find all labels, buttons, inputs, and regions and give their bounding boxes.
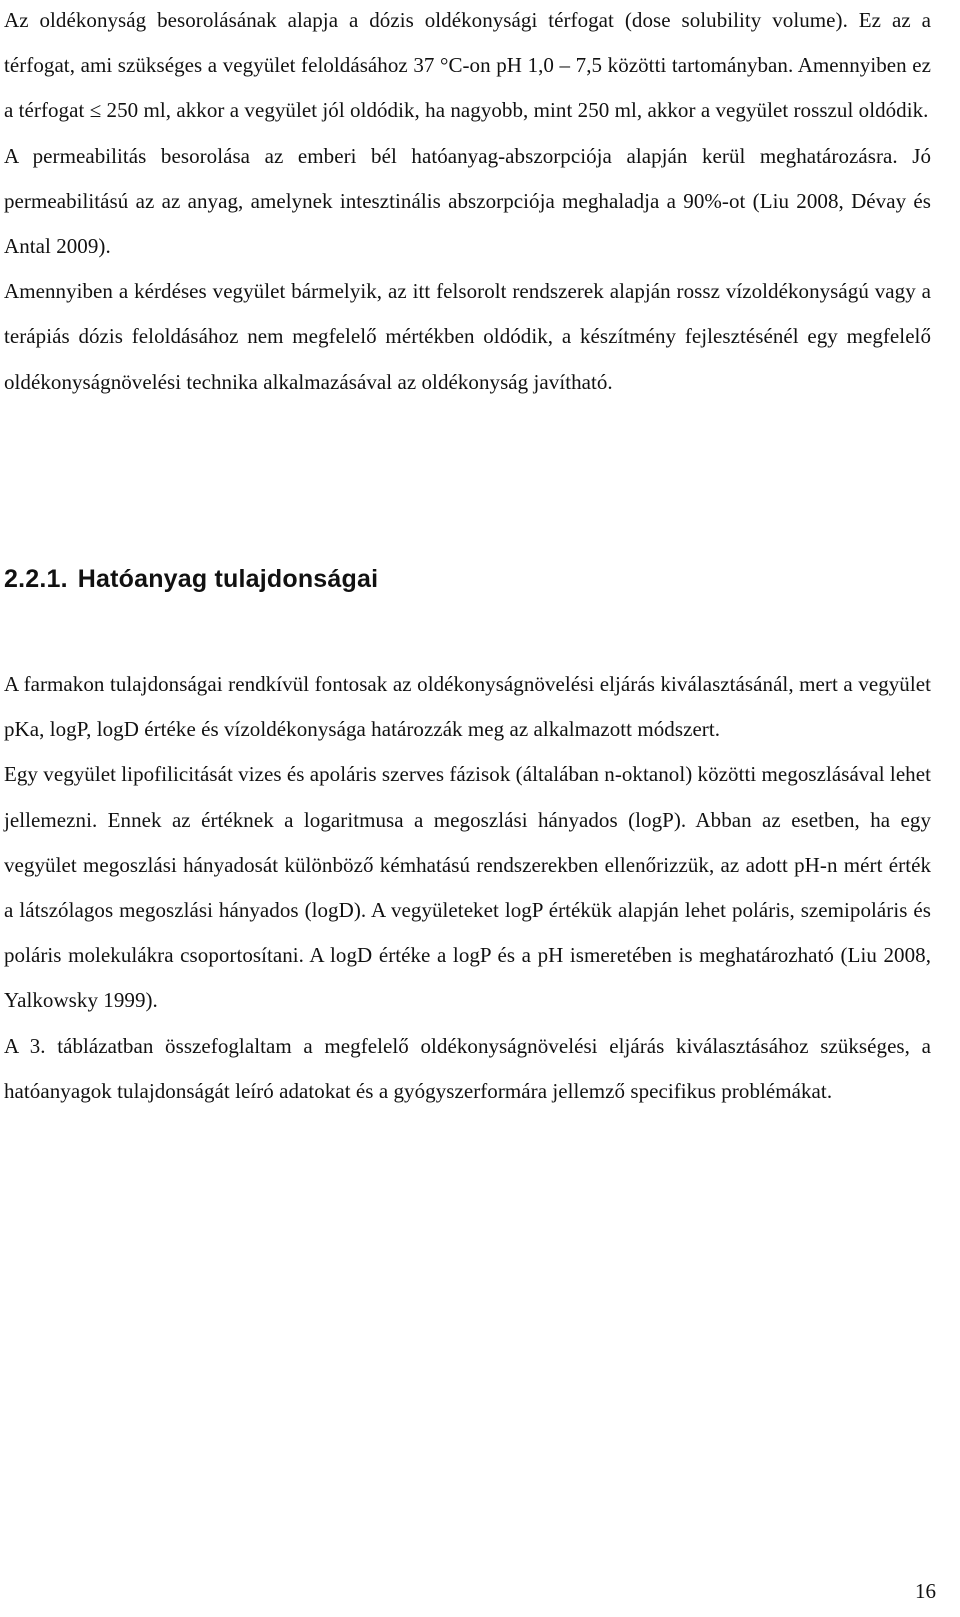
page-number: 16 xyxy=(915,1579,936,1603)
paragraph-solubility-improvement: Amennyiben a kérdéses vegyület bármelyik, az itt felsorolt rendszerek alapján rossz vízoldékonyságú vagy a terápiás dózis feloldásához nem megfelelő mértékben oldódik, a készítmény fejlesztésénél egy megfelelő oldékonyságnövelési technika alkalmazásával az oldékonyság javítható. xyxy=(4,279,931,394)
paragraph-lipophilicity: Egy vegyület lipofilicitását vizes és apoláris szerves fázisok (általában n-oktanol) közötti megoszlásával lehet jellemezni. Ennek az értéknek a logaritmusa a megoszlási hányados (logP). Abban az esetben, ha egy vegyület megoszlási hányadosát különböző kémhatású rendszerekben ellenőrizzük, az adott pH-n mért érték a látszólagos megoszlási hányados (logD). A vegyületeket logP értékük alapján lehet poláris, szemipoláris és poláris molekulákra csoportosítani. A logD értéke a logP és a pH ismeretében is meghatározható (Liu 2008, Yalkowsky 1999). xyxy=(4,762,931,1013)
intro-text-block xyxy=(4,0,931,405)
section-heading xyxy=(4,563,378,595)
paragraph-drug-properties: A farmakon tulajdonságai rendkívül fontosak az oldékonyságnövelési eljárás kiválasztásánál, mert a vegyület pKa, logP, logD értéke és vízoldékonysága határozzák meg az alkalmazott módszert. xyxy=(4,672,931,742)
section-number: 2.2.1. xyxy=(4,565,68,593)
paragraph-permeability-classification: A permeabilitás besorolása az emberi bél hatóanyag-abszorpciója alapján kerül meghatározásra. Jó permeabilitású az az anyag, amelynek intesztinális abszorpciója meghaladja a 90%-ot (Liu 2008, Dévay és Antal 2009). xyxy=(4,143,931,259)
section-title: Hatóanyag tulajdonságai xyxy=(77,565,379,593)
section-text-block xyxy=(4,662,931,1114)
paragraph-solubility-classification: Az oldékonyság besorolásának alapja a dózis oldékonysági térfogat (dose solubility volume). Ez az a térfogat, ami szükséges a vegyület feloldásához 37 °C-on pH 1,0 – 7,5 közötti tartományban. Amennyiben ez a térfogat ≤ 250 ml, akkor a vegyület jól oldódik, ha nagyobb, mint 250 ml, akkor a vegyület rosszul oldódik. xyxy=(4,8,931,123)
paragraph-table-reference: A 3. táblázatban összefoglaltam a megfelelő oldékonyságnövelési eljárás kiválasztásához szükséges, a hatóanyagok tulajdonságát leíró adatokat és a gyógyszerformára jellemző specifikus problémákat. xyxy=(4,1033,931,1103)
